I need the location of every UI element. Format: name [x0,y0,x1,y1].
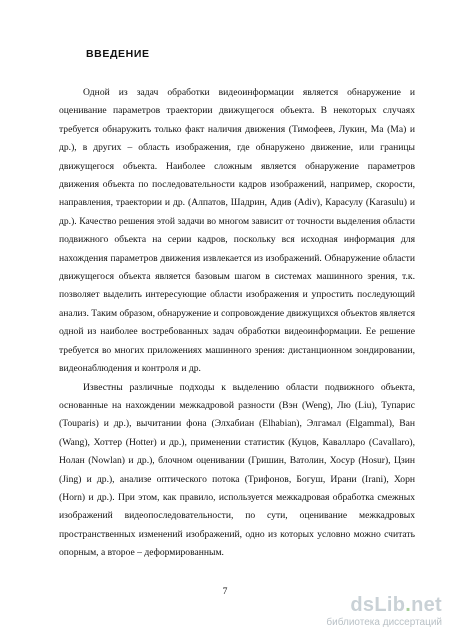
watermark-logo-tld: net [411,594,442,616]
page-number: 7 [222,586,228,597]
watermark-logo-main: dsLib [350,594,406,616]
watermark-logo [292,595,442,615]
section-heading: ВВЕДЕНИЕ [86,48,150,60]
watermark-logo-dot: . [405,594,412,616]
body-text [59,84,415,563]
paragraph-1: Одной из задач обработки видеоинформации является обнаружение и оценивание параметров траектории движущегося объекта. В некоторых случаях требуется обнаружить только факт наличия движения (Тимофеев, Лукин, Ма (Ma) и др.), в других – область изображения, где обнаружено движение, или границы движущегося объекта. Наиболее сложным является обнаружение параметров движения объекта по последовательности кадров изображений, например, скорости, направления, траектории и др. (Алпатов, Шадрин, Адив (Adiv), Карасулу (Karasulu) и др.). Качество решения этой задачи во многом зависит от точности выделения области подвижного объекта на серии кадров, поскольку вся исходная информация для нахождения параметров движения извлекается из изображений. Обнаружение области движущегося объекта является базовым шагом в системах машинного зрения, т.к. позволяет выделить интересующие области изображения и упростить последующий анализ. Таким образом, обнаружение и сопровождение движущихся объектов является одной из наиболее востребованных задач обработки видеоинформации. Ее решение требуется во многих приложениях машинного зрения: дистанционном зондировании, видеонаблюдения и контроля и др. [59,87,415,375]
watermark-subtitle: библиотека диссертаций [326,617,442,628]
dslib-watermark [292,595,442,629]
paragraph-2: Известны различные подходы к выделению области подвижного объекта, основанные на нахождении межкадровой разности (Вэн (Weng), Лю (Liu), Тупарис (Touparis) и др.), вычитании фона (Элхабиан (Elhabian), Элгамал (Elgammal), Ван (Wang), Хоттер (Hotter) и др.), применении статистик (Куцов, Каваллaро (Cavallaro), Нолан (Nowlan) и др.), блочном оценивании (Гришин, Ватолин, Хосур (Hosur), Цзин (Jing) и др.), анализе оптического потока (Трифонов, Богуш, Ирани (Irani), Хорн (Horn) и др.). При этом, как правило, используется межкадровая обработка смежных изображений видеопоследовательности, по сути, оценивание межкадровых пространственных изменений изображений, одно из которых условно можно считать опорным, а второе – деформированным. [59,381,415,559]
